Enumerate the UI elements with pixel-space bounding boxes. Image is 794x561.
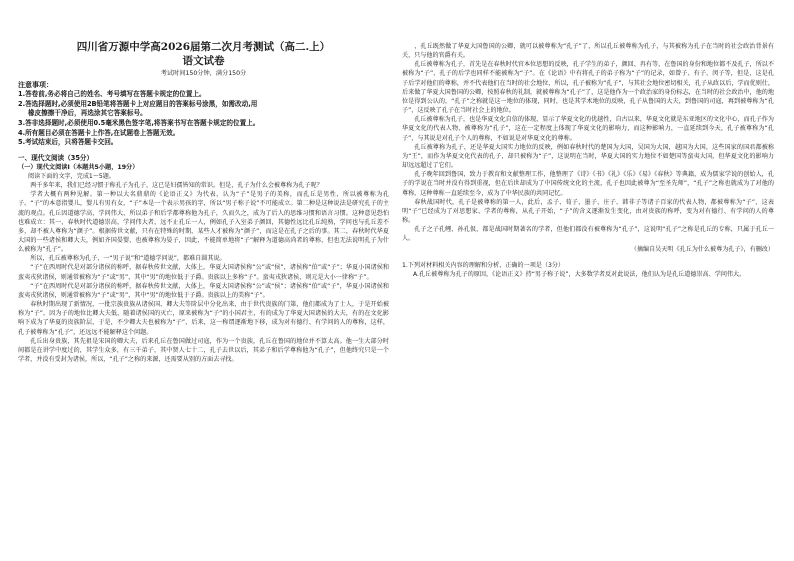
exam-title: 四川省万源中学高2026届第二次月考测试（高二.上）: [76, 41, 331, 53]
exam-info: 考试时间150分钟，满分150分: [160, 70, 247, 77]
notice-item: 2.答选择题时,必须使用2B铅笔将答题卡上对应题目的答案标号涂黑，如需改动,用: [18, 99, 258, 108]
question-1: 1.下列对材料相关内容的理解和分析，正确的一项是（3分）: [402, 261, 565, 269]
left-column: [18, 40, 389, 557]
passage-paragraph: 学者大概有两种见解。第一种以大名鼎鼎的《论语正义》为代表，认为“子”是男子的美称，而孔丘是男性，所以被尊称为孔子。“子”的本意指婴儿，婴儿有男有女，“子”本是一个表示男孩的字，所以“男子称子说”不可能成立。第二种是这种说法是研究孔子的主流的观点。孔丘因道德学高，学问伟大，所以弟子和后学都尊称他为孔子，久而久之，成为了后人的思维习惯和语言习惯。这种意见恐怕也难成立：其一，春秋时代道德崇高，学问伟大者，远不止孔丘一人，例如孔子入室弟子颜回，其德性远比孔丘纯熟，学问也与孔丘差不多，却不被人尊称为“颜子”。根据传世文献，只有在特殊的时期，某些人才被称为“颜子”，而这是在孔子之后的事。其二，春秋时代华夏大国的一些诸侯和卿大夫，例如齐国晏婴，也被尊称为晏子，因此，不能简单地将“子”解释为道德高尚者的尊称，但也无法说明孔子为什么被称为“孔子”。: [18, 191, 389, 254]
exam-subtitle: 语文试卷: [182, 55, 225, 67]
passage-paragraph: 所以，孔丘被尊称为孔子，一“男子说”和“道德学问说”，都难自圆其说。: [30, 255, 226, 263]
notice-item: 5.考试结束后，只将答题卡交回。: [18, 138, 118, 147]
passage-paragraph: 两千多年来，我们已经习惯于称孔子为孔子，这已是妇孺皆知的常识。但是，孔子为什么会被尊称为孔子呢？: [30, 182, 323, 190]
notice-item: 4.所有题目必须在答题卡上作答,在试题卷上答题无效。: [18, 128, 180, 137]
passage-paragraph: 孔子晚年回到鲁国，致力于教育和文献整理工作，他整理了《诗》《书》《礼》《乐》《易》《春秋》等典籍，成为儒家学说的创始人，孔子的学说在当时并没有得到重视，但在后世却成为了中国传统文化的主流，孔子也因此被尊为“至圣先师”，“孔子”之称也就成为了对他的尊称，这种尊称一直延续至今，成为了中华民族的共同记忆。: [402, 171, 774, 197]
passage-paragraph: “子”在西周时代是对部分诸侯的称呼，据春秋传世文献，大体上，华夏大国诸侯称“公”或“侯”；诸侯称“伯”或“子”，华夏小国诸侯和蛮夷戎狄诸侯，则通常被称为“子”或“男”，其中“男”的地位低于子爵。贵族以上的美称“子”。: [18, 282, 389, 299]
notice-item: 橡皮擦擦干净后，再选涂其它答案标号。: [28, 109, 147, 118]
passage-paragraph: 孔丘出身贵族，其先祖是宋国的卿大夫，后来孔丘在鲁国做过司寇，作为一个贵族，孔丘在鲁国的地位并不算太高。他一生大部分时间都是在讲学中度过的，其学生众多，有三千弟子，其中贤人七十二，孔子去世以后，其弟子和后学尊称他为“孔子”，但他终究只是一个学者，并没有受封为诸侯，所以，“孔子”之称的来源，还需要从别的方面去寻找。: [18, 337, 389, 363]
passage-paragraph: 春秋战国时代，孔子是被尊称的第一人，此后，孟子、荀子、墨子、庄子、韩非子等诸子百家的代表人物，都被尊称为“子”，这表明“子”已经成为了对思想家、学者的尊称，从孔子开始，“子”的含义逐渐发生变化，由对贵族的称呼，变为对有德行、有学问的人的尊称。: [402, 198, 774, 224]
right-column: [402, 42, 774, 557]
question-1-option-a: A.孔丘被尊称为孔子的原因，《论语正义》持“男子称子说”，大多数学者反对此说法，他们认为是孔丘道德崇高、学问伟大。: [412, 270, 746, 278]
passage-paragraph: “子”在西周时代是对部分诸侯的称呼，据春秋传世文献，大体上，华夏大国诸侯称“公”或“侯”，诸侯称“伯”或“子”；华夏小国诸侯和蛮夷戎狄诸侯，则通常被称为“子”或“男”，其中“男”的地位低于子爵。贵族以上多称“子”。蛮夷戎狄诸侯，则元是大小一律称“子”。: [18, 264, 389, 281]
passage-paragraph: 孔子之子孔鲤、孙孔伋，都是战国时期著名的学者，但他们都没有被尊称为“孔子”，这说明“孔子”之称是孔丘的专称，只属于孔丘一人。: [402, 226, 774, 243]
subsection-heading: （一）现代文阅读Ⅰ（本题共5小题，19分）: [18, 163, 139, 171]
passage-paragraph: 孔丘被尊称为孔子，也是华夏文化自信的体现，显示了华夏文化的优越性，自古以来，华夏文化就是东亚地区的文化中心，而孔子作为华夏文化的代表人物，被尊称为“孔子”，这在一定程度上体现了华夏文化的影响力，而这种影响力，一直延续到今天，孔子被尊称为“孔子”，与其说是对孔子个人的尊称，不如说是对华夏文化的尊称。: [402, 116, 774, 142]
passage-source: （摘编自吴天明《孔丘为什么被尊为孔子》，有删改）: [630, 246, 774, 254]
passage-paragraph: 孔丘被尊称为孔子，首先是在春秋时代官本位思想的反映，孔子学生的弟子，颜回、冉有等，在鲁国的身份和地位都不及孔子，所以不被称为“子”，孔子的后学也同样不能被称为“子”。在《论语》中有将孔子的弟子称为“子”的记录，如曾子、有子、闵子等，但是，这是孔子后学对他们的尊称，并不代表他们在当时的社会地位，所以，孔子被称为“孔子”，与其社会地位密切相关，孔子从政以后，学而优则仕，后来做了华夏大国鲁国的公卿，按照春秋的礼制，就被尊称为“孔子”了，这是他作为一个政治家的身份标志，在当时的社会政治中，他的地位是得到公认的，“孔子”之称就是这一地位的体现，同时，也是其学术地位的反映，孔子从鲁国的大夫，到鲁国的司寇，再到被尊称为“孔子”，这反映了孔子在当时社会上的地位。: [402, 61, 774, 115]
reading-instruction: 阅读下面的文字，完成1～5题。: [28, 172, 115, 180]
notice-item: 1.答卷前,务必将自己的姓名、考号填写在答题卡规定的位置上。: [18, 90, 206, 99]
passage-paragraph: 孔丘被尊称为孔子，还是华夏大国实力地位的反映，例如春秋时代的楚国为大国，吴国为大国，越国为大国，这些国家的国君都被称为“王”，而作为华夏文化代表的孔子，却只被称为“子”，这说明在当时，华夏大国的实力地位不如楚国等蛮夷大国，但华夏文化的影响力却远远超过了它们。: [402, 143, 774, 170]
passage-paragraph: ，孔丘既然做了华夏大国鲁国的公卿，就可以被尊称为“孔子”了，所以孔丘被尊称为孔子，与其被称为孔子在当时的社会政治背景有关，只与他的官爵有关。: [402, 43, 774, 60]
notice-item: 3.答非选择题时,必须使用0.5毫米黑色签字笔,将答案书写在答题卡规定的位置上。: [18, 118, 260, 127]
passage-paragraph: 春秋时期出现了新情况，一批宗族贵族从诸侯国、卿大夫等阶层中分化出来，由于世代贵族的门第，他们都成为了士人，于是开始被称为“子”，因为子的地位比卿大夫低，随着诸侯国的灭亡，原来被称为“子”的小国君主，有的成为了华夏大国诸侯的大夫，有的在文化影响下成为了华夏的贵族阶层，于是，不少卿大夫也被称为“子”，后来，这一称谓逐渐地下移，成为对有德行、有学问的人的尊称，这样，孔子被尊称为“孔子”，还远远不能解释这个问题。: [18, 301, 389, 336]
section-heading: 一、现代文阅读（35分）: [18, 153, 94, 162]
notice-title: 注意事项：: [18, 81, 53, 90]
